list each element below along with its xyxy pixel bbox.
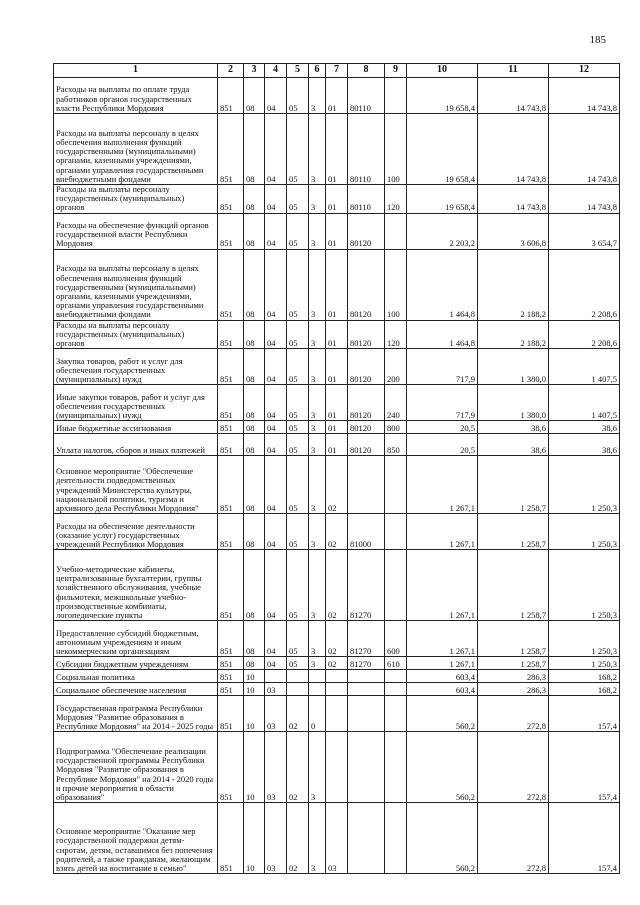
row-name: Субсидии бюджетным учреждениям [54, 657, 218, 670]
section-code: 08 [244, 514, 265, 550]
expense-type-code: 100 [385, 114, 407, 185]
section-code: 08 [244, 456, 265, 514]
row-name: Расходы на выплаты по оплате труда работников органов государственных власти Республики Мордовия [54, 78, 218, 114]
event-code [326, 670, 348, 683]
event-code: 03 [326, 803, 348, 874]
amount-col-10: 19 658,4 [407, 78, 478, 114]
section-code: 08 [244, 550, 265, 621]
event-code: 01 [326, 385, 348, 421]
section-code: 08 [244, 349, 265, 385]
amount-col-11: 2 188,2 [478, 249, 549, 320]
dept-code: 851 [218, 803, 244, 874]
subsection-code [265, 670, 287, 683]
program-code: 05 [287, 514, 309, 550]
amount-col-10: 603,4 [407, 683, 478, 696]
dept-code: 851 [218, 621, 244, 657]
dept-code: 851 [218, 550, 244, 621]
table-row [54, 249, 620, 320]
row-name: Расходы на выплаты персоналу в целях обеспечения выполнения функций государственными (муниципальными) органами, казенными учреждениями, органами управления государственными внебюджетными фондами [54, 114, 218, 185]
amount-col-10: 19 658,4 [407, 114, 478, 185]
direction-code: 80120 [348, 213, 385, 249]
amount-col-12: 14 743,8 [549, 114, 620, 185]
row-name: Иные бюджетные ассигнования [54, 421, 218, 434]
amount-col-10: 20,5 [407, 434, 478, 456]
event-code: 02 [326, 621, 348, 657]
expense-type-code: 120 [385, 320, 407, 349]
direction-code: 80110 [348, 114, 385, 185]
subprogram-code: 3 [309, 550, 326, 621]
column-header: 4 [265, 64, 287, 78]
page-number: 185 [589, 34, 606, 46]
section-code: 10 [244, 803, 265, 874]
subsection-code: 04 [265, 249, 287, 320]
section-code: 08 [244, 320, 265, 349]
expense-type-code [385, 550, 407, 621]
amount-col-11: 14 743,8 [478, 185, 549, 214]
table-row [54, 320, 620, 349]
event-code: 01 [326, 78, 348, 114]
row-name: Государственная программа Республики Мордовия "Развитие образования в Республике Мордовия" на 2014 - 2025 годы [54, 696, 218, 732]
direction-code [348, 683, 385, 696]
amount-col-12: 1 250,3 [549, 550, 620, 621]
direction-code: 80120 [348, 349, 385, 385]
dept-code: 851 [218, 434, 244, 456]
section-code: 08 [244, 385, 265, 421]
event-code: 01 [326, 114, 348, 185]
amount-col-11: 272,8 [478, 803, 549, 874]
amount-col-11: 1 258,7 [478, 456, 549, 514]
amount-col-12: 1 407,5 [549, 385, 620, 421]
amount-col-11: 1 258,7 [478, 657, 549, 670]
amount-col-10: 717,9 [407, 385, 478, 421]
dept-code: 851 [218, 78, 244, 114]
section-code: 08 [244, 185, 265, 214]
direction-code: 80120 [348, 385, 385, 421]
amount-col-12: 2 208,6 [549, 320, 620, 349]
amount-col-11: 286,3 [478, 683, 549, 696]
subprogram-code: 3 [309, 320, 326, 349]
direction-code [348, 732, 385, 803]
amount-col-10: 1 464,8 [407, 320, 478, 349]
amount-col-12: 1 250,3 [549, 514, 620, 550]
expense-type-code [385, 683, 407, 696]
expense-type-code: 800 [385, 421, 407, 434]
subsection-code: 03 [265, 696, 287, 732]
table-row [54, 514, 620, 550]
subsection-code: 03 [265, 683, 287, 696]
subsection-code: 04 [265, 320, 287, 349]
amount-col-12: 1 250,3 [549, 657, 620, 670]
column-header: 5 [287, 64, 309, 78]
section-code: 10 [244, 683, 265, 696]
amount-col-12: 3 654,7 [549, 213, 620, 249]
dept-code: 851 [218, 185, 244, 214]
program-code: 05 [287, 621, 309, 657]
subprogram-code: 3 [309, 185, 326, 214]
table-row [54, 78, 620, 114]
subprogram-code [309, 670, 326, 683]
amount-col-11: 1 258,7 [478, 550, 549, 621]
amount-col-11: 38,6 [478, 421, 549, 434]
event-code: 02 [326, 657, 348, 670]
column-header: 3 [244, 64, 265, 78]
program-code: 05 [287, 249, 309, 320]
direction-code [348, 803, 385, 874]
direction-code: 81270 [348, 621, 385, 657]
subsection-code: 04 [265, 78, 287, 114]
event-code: 01 [326, 434, 348, 456]
amount-col-11: 2 188,2 [478, 320, 549, 349]
table-row [54, 696, 620, 732]
amount-col-12: 168,2 [549, 670, 620, 683]
expense-type-code: 240 [385, 385, 407, 421]
section-code: 08 [244, 421, 265, 434]
direction-code: 80110 [348, 78, 385, 114]
amount-col-12: 157,4 [549, 732, 620, 803]
row-name: Расходы на обеспечение функций органов государственной власти Республики Мордовия [54, 213, 218, 249]
amount-col-11: 286,3 [478, 670, 549, 683]
table-row [54, 683, 620, 696]
expense-type-code [385, 78, 407, 114]
section-code: 08 [244, 621, 265, 657]
subsection-code: 04 [265, 456, 287, 514]
expense-type-code [385, 696, 407, 732]
row-name: Учебно-методические кабинеты, централизованные бухгалтерии, группы хозяйственного обслуживания, учебные фильмотеки, межшкольные учебно-производственные комбинаты, логопедические пункты [54, 550, 218, 621]
expense-type-code [385, 732, 407, 803]
table-row [54, 385, 620, 421]
subsection-code: 04 [265, 385, 287, 421]
subprogram-code: 3 [309, 456, 326, 514]
column-header: 12 [549, 64, 620, 78]
subsection-code: 04 [265, 349, 287, 385]
direction-code: 80120 [348, 320, 385, 349]
amount-col-10: 717,9 [407, 349, 478, 385]
expense-type-code: 850 [385, 434, 407, 456]
program-code: 05 [287, 657, 309, 670]
section-code: 10 [244, 732, 265, 803]
program-code: 02 [287, 696, 309, 732]
program-code: 05 [287, 385, 309, 421]
section-code: 08 [244, 657, 265, 670]
program-code: 02 [287, 732, 309, 803]
subsection-code: 04 [265, 421, 287, 434]
amount-col-10: 560,2 [407, 696, 478, 732]
amount-col-11: 272,8 [478, 732, 549, 803]
amount-col-10: 1 267,1 [407, 456, 478, 514]
subprogram-code [309, 683, 326, 696]
subprogram-code: 3 [309, 621, 326, 657]
amount-col-10: 560,2 [407, 732, 478, 803]
subsection-code: 04 [265, 213, 287, 249]
dept-code: 851 [218, 514, 244, 550]
amount-col-11: 1 380,0 [478, 349, 549, 385]
subprogram-code: 3 [309, 732, 326, 803]
program-code [287, 683, 309, 696]
column-header: 8 [348, 64, 385, 78]
expense-type-code: 610 [385, 657, 407, 670]
amount-col-12: 38,6 [549, 434, 620, 456]
subprogram-code: 3 [309, 213, 326, 249]
direction-code: 80120 [348, 421, 385, 434]
section-code: 08 [244, 78, 265, 114]
subsection-code: 04 [265, 657, 287, 670]
event-code [326, 732, 348, 803]
amount-col-11: 14 743,8 [478, 78, 549, 114]
direction-code: 81000 [348, 514, 385, 550]
program-code: 05 [287, 434, 309, 456]
amount-col-11: 1 258,7 [478, 514, 549, 550]
direction-code [348, 696, 385, 732]
expense-type-code [385, 670, 407, 683]
program-code: 05 [287, 349, 309, 385]
table-row [54, 732, 620, 803]
column-header: 6 [309, 64, 326, 78]
column-header: 2 [218, 64, 244, 78]
amount-col-12: 1 250,3 [549, 621, 620, 657]
section-code: 10 [244, 696, 265, 732]
amount-col-12: 1 407,5 [549, 349, 620, 385]
direction-code [348, 670, 385, 683]
amount-col-12: 157,4 [549, 696, 620, 732]
dept-code: 851 [218, 657, 244, 670]
row-name: Предоставление субсидий бюджетным, автономным учреждениям и иным некоммерческим организациям [54, 621, 218, 657]
amount-col-10: 603,4 [407, 670, 478, 683]
subprogram-code: 0 [309, 696, 326, 732]
amount-col-11: 14 743,8 [478, 114, 549, 185]
amount-col-10: 19 658,4 [407, 185, 478, 214]
subprogram-code: 3 [309, 421, 326, 434]
direction-code: 80110 [348, 185, 385, 214]
program-code: 05 [287, 320, 309, 349]
amount-col-12: 14 743,8 [549, 78, 620, 114]
dept-code: 851 [218, 670, 244, 683]
column-header: 9 [385, 64, 407, 78]
subprogram-code: 3 [309, 349, 326, 385]
subprogram-code: 3 [309, 657, 326, 670]
amount-col-11: 272,8 [478, 696, 549, 732]
section-code: 10 [244, 670, 265, 683]
dept-code: 851 [218, 456, 244, 514]
amount-col-10: 1 267,1 [407, 621, 478, 657]
amount-col-10: 1 267,1 [407, 657, 478, 670]
event-code [326, 696, 348, 732]
table-row [54, 421, 620, 434]
amount-col-10: 20,5 [407, 421, 478, 434]
table-row [54, 657, 620, 670]
amount-col-11: 3 606,8 [478, 213, 549, 249]
direction-code: 80120 [348, 249, 385, 320]
subsection-code: 04 [265, 114, 287, 185]
row-name: Социальное обеспечение населения [54, 683, 218, 696]
table-row [54, 621, 620, 657]
amount-col-12: 2 208,6 [549, 249, 620, 320]
row-name: Основное мероприятие "Обеспечение деятельности подведомственных учреждений Министерства культуры, национальной политики, туризма и архивного дела Республики Мордовия" [54, 456, 218, 514]
program-code: 02 [287, 803, 309, 874]
row-name: Расходы на обеспечение деятельности (оказание услуг) государственных учреждений Республики Мордовия [54, 514, 218, 550]
event-code: 02 [326, 514, 348, 550]
event-code [326, 683, 348, 696]
expense-type-code: 100 [385, 249, 407, 320]
table-header-row [54, 64, 620, 78]
subprogram-code: 3 [309, 514, 326, 550]
event-code: 01 [326, 349, 348, 385]
dept-code: 851 [218, 213, 244, 249]
table-row [54, 213, 620, 249]
amount-col-11: 1 380,0 [478, 385, 549, 421]
expense-type-code [385, 803, 407, 874]
subprogram-code: 3 [309, 385, 326, 421]
amount-col-12: 14 743,8 [549, 185, 620, 214]
amount-col-11: 38,6 [478, 434, 549, 456]
table-row [54, 550, 620, 621]
amount-col-10: 560,2 [407, 803, 478, 874]
table-row [54, 434, 620, 456]
expense-type-code [385, 213, 407, 249]
amount-col-12: 38,6 [549, 421, 620, 434]
budget-table [53, 63, 620, 874]
amount-col-12: 168,2 [549, 683, 620, 696]
row-name: Основное мероприятие "Оказание мер государственной поддержки детям-сиротам, детям, оставшимся без попечения родителей, а также гражданам, желающим взять детей на воспитание в семью" [54, 803, 218, 874]
expense-type-code [385, 456, 407, 514]
program-code: 05 [287, 114, 309, 185]
row-name: Расходы на выплаты персоналу государственных (муниципальных) органов [54, 320, 218, 349]
subprogram-code: 3 [309, 114, 326, 185]
expense-type-code [385, 514, 407, 550]
dept-code: 851 [218, 683, 244, 696]
direction-code: 81270 [348, 550, 385, 621]
event-code: 01 [326, 213, 348, 249]
dept-code: 851 [218, 114, 244, 185]
dept-code: 851 [218, 385, 244, 421]
row-name: Социальная политика [54, 670, 218, 683]
event-code: 02 [326, 550, 348, 621]
program-code: 05 [287, 550, 309, 621]
row-name: Расходы на выплаты персоналу в целях обеспечения выполнения функций государственными (муниципальными) органами, казенными учреждениями, органами управления государственными внебюджетными фондами [54, 249, 218, 320]
subprogram-code: 3 [309, 78, 326, 114]
dept-code: 851 [218, 320, 244, 349]
column-header: 10 [407, 64, 478, 78]
program-code: 05 [287, 421, 309, 434]
column-header: 11 [478, 64, 549, 78]
event-code: 01 [326, 185, 348, 214]
amount-col-10: 1 267,1 [407, 550, 478, 621]
table-row [54, 185, 620, 214]
expense-type-code: 200 [385, 349, 407, 385]
program-code: 05 [287, 78, 309, 114]
amount-col-10: 1 267,1 [407, 514, 478, 550]
amount-col-12: 1 250,3 [549, 456, 620, 514]
subsection-code: 04 [265, 185, 287, 214]
amount-col-11: 1 258,7 [478, 621, 549, 657]
event-code: 02 [326, 456, 348, 514]
direction-code [348, 456, 385, 514]
section-code: 08 [244, 114, 265, 185]
subsection-code: 04 [265, 550, 287, 621]
program-code: 05 [287, 456, 309, 514]
section-code: 08 [244, 213, 265, 249]
dept-code: 851 [218, 249, 244, 320]
subsection-code: 03 [265, 732, 287, 803]
row-name: Расходы на выплаты персоналу государственных (муниципальных) органов [54, 185, 218, 214]
section-code: 08 [244, 434, 265, 456]
column-header: 1 [54, 64, 218, 78]
dept-code: 851 [218, 421, 244, 434]
subprogram-code: 3 [309, 434, 326, 456]
subsection-code: 04 [265, 434, 287, 456]
amount-col-10: 2 203,2 [407, 213, 478, 249]
table-row [54, 114, 620, 185]
subprogram-code: 3 [309, 803, 326, 874]
row-name: Иные закупки товаров, работ и услуг для обеспечения государственных (муниципальных) нужд [54, 385, 218, 421]
expense-type-code: 120 [385, 185, 407, 214]
amount-col-12: 157,4 [549, 803, 620, 874]
table-row [54, 670, 620, 683]
program-code: 05 [287, 185, 309, 214]
event-code: 01 [326, 249, 348, 320]
subsection-code: 04 [265, 621, 287, 657]
table-row [54, 349, 620, 385]
event-code: 01 [326, 320, 348, 349]
column-header: 7 [326, 64, 348, 78]
program-code [287, 670, 309, 683]
subprogram-code: 3 [309, 249, 326, 320]
direction-code: 81270 [348, 657, 385, 670]
table-row [54, 803, 620, 874]
subsection-code: 04 [265, 514, 287, 550]
expense-type-code: 600 [385, 621, 407, 657]
table-row [54, 456, 620, 514]
amount-col-10: 1 464,8 [407, 249, 478, 320]
event-code: 01 [326, 421, 348, 434]
section-code: 08 [244, 249, 265, 320]
dept-code: 851 [218, 732, 244, 803]
program-code: 05 [287, 213, 309, 249]
row-name: Подпрограмма "Обеспечение реализации государственной программы Республики Мордовия "Развитие образования в Республике Мордовия" на 2014 - 2020 годы и прочие мероприятия в области образования" [54, 732, 218, 803]
dept-code: 851 [218, 349, 244, 385]
direction-code: 80120 [348, 434, 385, 456]
row-name: Закупка товаров, работ и услуг для обеспечения государственных (муниципальных) нужд [54, 349, 218, 385]
row-name: Уплата налогов, сборов и иных платежей [54, 434, 218, 456]
dept-code: 851 [218, 696, 244, 732]
subsection-code: 03 [265, 803, 287, 874]
